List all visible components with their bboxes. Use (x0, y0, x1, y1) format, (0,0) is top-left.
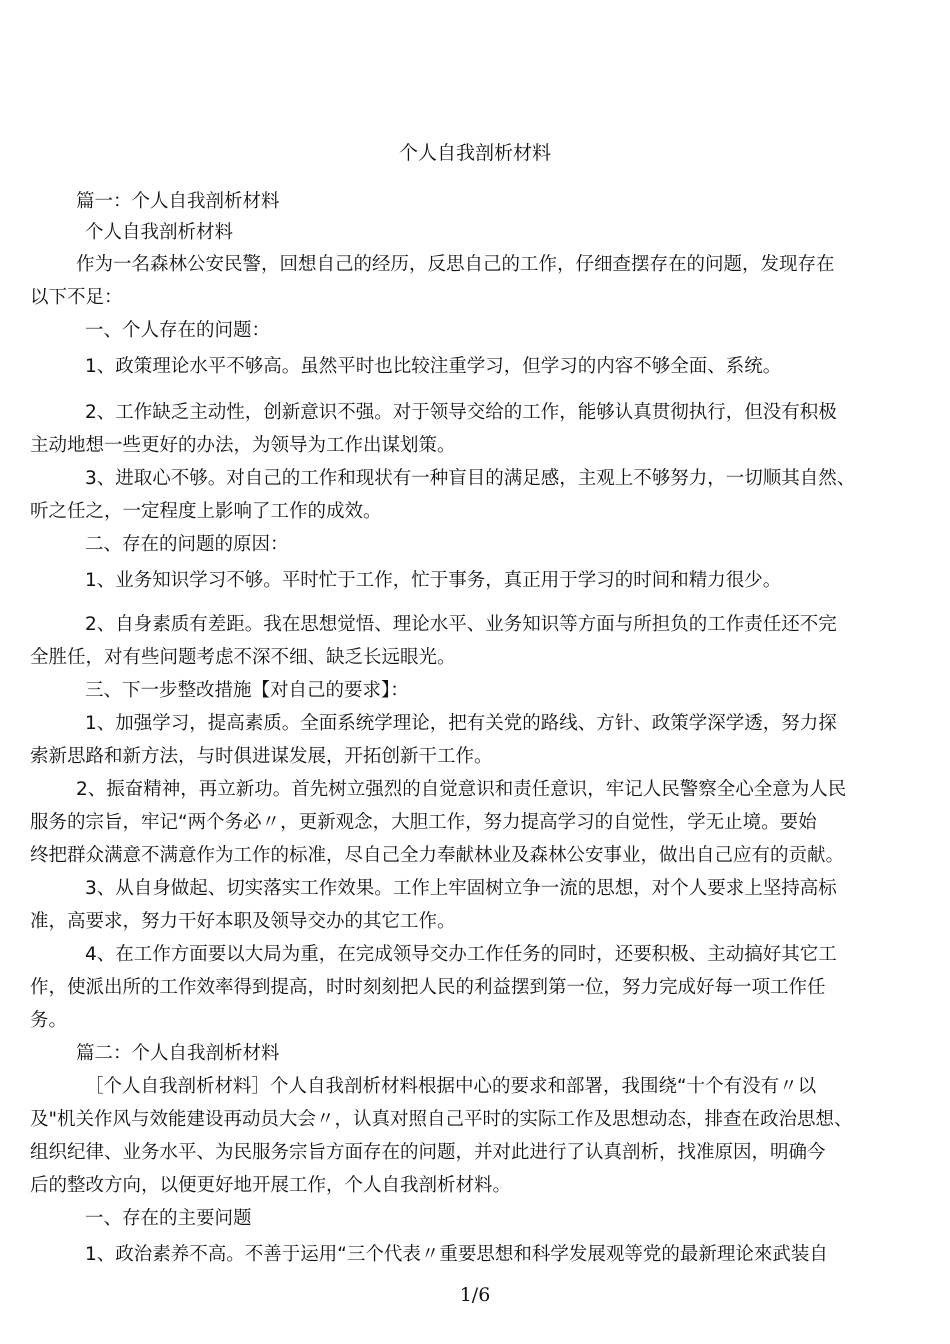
paragraph-line: 务。 (30, 1010, 68, 1031)
paragraph-line: 听之任之，一定程度上影响了工作的成效。 (30, 501, 382, 522)
paragraph-line: 1、业务知识学习不够。平时忙于工作，忙于事务，真正用于学习的时间和精力很少。 (85, 570, 782, 591)
paragraph-line: 2、自身素质有差距。我在思想觉悟、理论水平、业务知识等方面与所担负的工作责任还不完 (85, 614, 837, 635)
paragraph-line: 以下不足： (30, 287, 123, 308)
paragraph-line: 4、在工作方面要以大局为重，在完成领导交办工作任务的同时，还要积极、主动搞好其它工 (85, 944, 837, 965)
sub-heading: 二、存在的问题的原因： (85, 534, 289, 555)
paragraph-line: 1、政治素养不高。不善于运用“三个代表〃重要思想和科学发展观等党的最新理论來武装自 (85, 1244, 828, 1265)
paragraph-line: 组织纪律、业务水平、为民服务宗旨方面存在的问题，并对此进行了认真剖析，找准原因，明确今 (30, 1142, 826, 1163)
subtitle: 个人自我剖析材料 (85, 222, 234, 243)
paragraph-line: 索新思路和新方法，与时俱进谋发展，开拓创新干工作。 (30, 746, 493, 767)
paragraph-line: 终把群众满意不满意作为工作的标准，尽自己全力奉献林业及森林公安事业，做出自己应有的贡献。 (30, 845, 845, 866)
paragraph-line: 准，高要求，努力干好本职及领导交办的其它工作。 (30, 911, 456, 932)
sub-heading: 一、存在的主要问题 (85, 1208, 252, 1229)
paragraph-line: 服务的宗旨，牢记“两个务必〃，更新观念，大胆工作，努力提高学习的自觉性，学无止境。要始 (30, 812, 817, 833)
paragraph-line: 主动地想一些更好的办法，为领导为工作出谋划策。 (30, 435, 456, 456)
paragraph-line: 3、从自身做起、切实落实工作效果。工作上牢固树立争一流的思想，对个人要求上坚持高标 (85, 878, 837, 899)
page-number: 1/6 (459, 1284, 491, 1306)
paragraph-line: 1、加强学习，提高素质。全面系统学理论，把有关党的路线、方针、政策学深学透，努力探 (85, 713, 837, 734)
paragraph-line: 后的整改方向，以便更好地开展工作，个人自我剖析材料。 (30, 1175, 512, 1196)
paragraph-line: 3、进取心不够。对自己的工作和现状有一种盲目的满足感，主观上不够努力，一切顺其自然、 (85, 468, 856, 489)
paragraph-line: 2、振奋精神，再立新功。首先树立强烈的自觉意识和责任意识，牢记人民警察全心全意为人民 (76, 779, 847, 800)
paragraph-line: 及"机关作风与效能建设再动员大会〃，认真对照自己平时的实际工作及思想动态，排查在政治思想、 (30, 1109, 853, 1130)
paragraph-line: 全胜任，对有些问题考虑不深不细、缺乏长远眼光。 (30, 647, 456, 668)
section-heading-2: 篇二：个人自我剖析材料 (76, 1043, 280, 1064)
sub-heading: 一、个人存在的问题： (85, 320, 271, 341)
document-title: 个人自我剖析材料 (398, 142, 551, 164)
paragraph-line: 2、工作缺乏主动性，创新意识不强。对于领导交给的工作，能够认真贯彻执行，但没有积极 (85, 402, 837, 423)
paragraph-line: 作，使派出所的工作效率得到提高，时时刻刻把人民的利益摆到第一位，努力完成好每一项工作任 (30, 977, 826, 998)
section-heading-1: 篇一：个人自我剖析材料 (76, 191, 280, 212)
sub-heading: 三、下一步整改措施【对自己的要求】： (85, 680, 409, 701)
paragraph-line: 作为一名森林公安民警，回想自己的经历，反思自己的工作，仔细查摆存在的问题，发现存在 (76, 254, 835, 275)
paragraph-line: 1、政策理论水平不够高。虽然平时也比较注重学习，但学习的内容不够全面、系统。 (85, 356, 782, 377)
paragraph-line: ［个人自我剖析材料］个人自我剖析材料根据中心的要求和部署，我围绕“十个有没有〃以 (85, 1076, 817, 1097)
